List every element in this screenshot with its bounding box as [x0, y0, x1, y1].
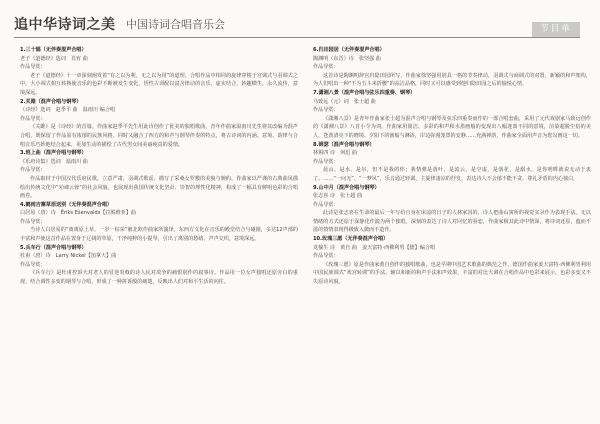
- item-credits: 杜甫（唐）诗 Larry Nickel【加拿大】曲: [20, 253, 117, 260]
- item-notes-label: 作品导赏：: [313, 107, 339, 114]
- item-notes: 《兵车行》是杜甫控诉天对老人的冒逆炎戟的诗人民对故争的痛恨别作的叙事诗。作品用一位女声独唱还原旁白的重现，结合调性多变的钢琴与合唱，形成了一种拼诉般的痛楚，反映出人们对和平生活的向往。: [20, 270, 298, 286]
- item-credits: 马致远（元）词 张士超 曲: [313, 98, 376, 105]
- item-notes: 作品取材于中国汉代乐府民歌，立意严肃，羽调式歌谣，描写了采桑女罗敷的美貌与婉约。作曲家以严谨的古典曲风描绘出传统文化中“劝谏云蓉”的社会风貌，也展现出我国传统文化坚贞、崇智的理性化精神，构成了一幅具有鲜明色彩的合唱画卷。: [20, 175, 298, 200]
- item-title: 9.山中月（混声合唱与钢琴）: [313, 184, 380, 191]
- program-tag: 节目单: [532, 22, 580, 37]
- item-title: 6.归田园居（无伴奏混声合唱）: [313, 47, 385, 53]
- item-notes-label: 作品导赏：: [313, 253, 339, 260]
- item-notes-label: 作品导赏：: [20, 167, 46, 174]
- item-notes-label: 作品导赏：: [20, 64, 46, 71]
- item-credits: 白居易（唐）诗 Ēriks Ešenvalds【拉脱维亚】曲: [20, 210, 137, 217]
- item-notes: 《潇湘八景》是青年作曲家张士超为混声合唱与钢琴及弦乐四重奏而作的一部合唱套曲，采用了元代戏剧家马致远创作的《潇湘八景》八首小令为词。作曲家用简洁、多彩的和声和水墨画般的变现出八幅迷离不同的意境，渲染超脱尘俗的美人，苍劲清亮下的晓境、夕阳下的渔船与淋浴，岸边弥漫笼罩的安静……充满禅韵，作曲家全面用声音为您勾画这一切。: [313, 115, 591, 139]
- program-item-10: [313, 235, 591, 287]
- left-column: [20, 46, 298, 287]
- item-credits: 《乐府诗集》选词 温雨川 曲: [20, 158, 88, 165]
- item-notes-label: 作品导赏：: [20, 261, 46, 268]
- item-title: 2.关雎（混声合唱与钢琴）: [20, 98, 82, 105]
- item-notes: 《关雎》是《诗经》的首篇。作曲家赵季平先生用此诗创作了优美的独唱歌曲，青年作曲家温雨川先生将其改编为混声合唱，既保留了作品原有浓郁的民族风格，同时又融合了西方的和声与钢琴伴奏的特点，将古诗词的内涵、意境、韵律与合唱音乐巧妙地结合起来，更加生动的描绘了古代男女间美丽纯真的爱情。: [20, 124, 298, 148]
- page-header: [0, 0, 600, 40]
- item-notes-label: 作品导赏：: [313, 158, 339, 165]
- brand-title: 追中华诗词之美: [14, 17, 116, 33]
- program-item-1: [20, 46, 298, 98]
- item-notes-label: 作品导赏：: [313, 201, 339, 208]
- program-item-6: [313, 46, 591, 89]
- header-divider: [14, 37, 580, 38]
- program-item-8: [313, 141, 591, 184]
- item-title: 7.潇湘八景（混声合唱与弦乐四重奏、钢琴）: [313, 89, 416, 96]
- item-title: 5.兵车行（混声合唱与钢琴）: [20, 244, 87, 251]
- right-column: [313, 46, 591, 287]
- program-item-4: [20, 201, 298, 244]
- item-title: 10.玫瑰三愿（无伴奏混声合唱）: [313, 236, 389, 243]
- item-notes: 《玫瑰三愿》原是作曲家黄自创作的独唱歌曲，也是早期中国艺术歌曲的典范之作，德国作曲家姜天富特·西佛利男利用中国民族调式“欢宫转调”的手法，辅以和新的和声手法和声效果，丰富的对比大调在合唱作品中色彩来展示，色彩多变又不失原诗风貌。: [313, 261, 591, 286]
- item-notes: 老子《道德经》十一章深刻阐发着“有之以为利，无之以为用”的道理。合唱作品中相同的旋律穿梭于宫调式与羽调式之中，大小调式相互转换使音乐的色彩不断被发生变化，悟性古训配以富含律动的音乐，虚实结合，妙趣横生，永久流传，意境深远。: [20, 72, 298, 96]
- concert-subtitle: 中国诗词合唱音乐会: [126, 18, 225, 31]
- program-item-2: [20, 98, 298, 150]
- item-notes: 此诗是张志喜在生命的最后一年写给自身在床前的日子的人林家国的，诗人把曲山寓所的视觉实录作为表现手法。无以情绪的方式还原于深静化作演为两个独唱，深刻的表达了诗人对回忆的眷恋，作曲家极其此诗中情深，将诗词还原，蕴而不滋的情情表现得极致入微而不造作。: [313, 210, 591, 234]
- item-title: 8.锦瑟（混声合唱与钢琴）: [313, 141, 375, 148]
- item-notes-label: 作品导赏：: [20, 218, 46, 225]
- item-title: 4.鹤雨吉寨草原送别（无伴奏混声合唱）: [20, 201, 113, 208]
- program-item-3: [20, 149, 298, 201]
- item-title: 1.三十辐（无伴奏混声合唱）: [20, 47, 87, 53]
- item-notes: 这首诗是陶渊明辞官归隐田园所写，作曲家徐坚强用别具一格的节奏律动，羽调式与商调式的对置，新颖的和声架构，为人们唱出一种“不为五斗米折腰”的高洁品格，同时又可以感受到他归隐田园之后的愉悦心情。: [313, 72, 591, 88]
- item-notes-label: 作品导赏：: [20, 115, 46, 122]
- item-credits: 《诗经》选词 赵季平 曲 温雨川 编合唱: [20, 107, 115, 114]
- item-credits: 龙榆生 诗 黄自 曲 姜天富特·西佛利男【德】编合唱: [313, 244, 436, 251]
- item-title: 3.班上曲（混声合唱与钢琴）: [20, 150, 87, 157]
- item-notes: 晨山、是水、是尔，但不是我的你；我情弹是落叶，是流云，是空虚，是落花，是溺水，是你明眸就说无动于衷了。……“一问无”、“一梦风”，乐音通过轻调，主旋律凄凉的抒发，表达诗人不会郁不能不贪，尊礼矛盾的内心独白。: [313, 167, 591, 182]
- item-credits: 老子《道德经》选词 肖宥 曲: [20, 55, 88, 62]
- item-credits: 张志喜 诗 张士超 曲: [313, 193, 363, 200]
- program-item-7: [313, 89, 591, 141]
- item-notes-label: 作品导赏：: [313, 64, 339, 71]
- program-item-5: [20, 244, 298, 287]
- program-item-9: [313, 184, 591, 236]
- item-credits: 林锡四 诗 何迅 曲: [313, 150, 357, 157]
- item-notes: 当诗人白居易的“离离原上草，一岁一枯荣”被北欧作曲家所演绎，东西方文化在音乐的殿堂结合与碰撞，多达12声部的丰富和声使这首作品在置身于辽阔的草原，干净纯粹的小提琴，引出了离别的愁绪、声声交织，意境深远。: [20, 227, 298, 243]
- item-credits: 陶渊明（东晋）诗 张坚强 曲: [313, 55, 381, 62]
